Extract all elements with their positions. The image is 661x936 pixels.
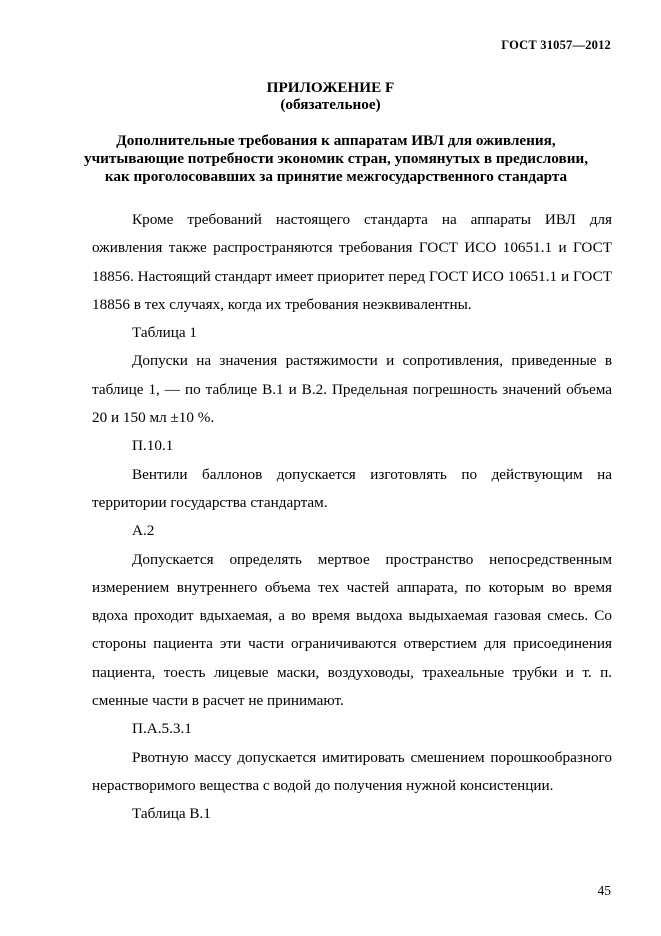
heading-line: как проголосовавших за принятие межгосударственного стандарта xyxy=(104,168,568,185)
heading-line: учитывающие потребности экономик стран, упомянутых в предисловии, xyxy=(84,150,588,167)
clause-label-table-b1: Таблица В.1 xyxy=(132,805,211,823)
page-number: 45 xyxy=(597,883,611,898)
clause-label-pa-5-3-1: П.А.5.3.1 xyxy=(132,720,192,738)
p10-1-paragraph: Вентили баллонов допускается изготовлять по действующим на территории государства стандартам. xyxy=(92,465,612,511)
body-text xyxy=(92,206,612,829)
appendix-heading xyxy=(60,132,612,186)
table-1-paragraph: Допуски на значения растяжимости и сопротивления, приведенные в таблице 1, — по таблице В.1 и В.2. Предельная погрешность значений объема 20 и 150 мл ±10 %. xyxy=(92,352,612,427)
appendix-status: (обязательное) xyxy=(280,96,381,113)
clause-label-table-1: Таблица 1 xyxy=(132,324,197,342)
a2-paragraph: Допускается определять мертвое пространство непосредственным измерением внутреннего объема тех частей аппарата, по которым во время вдоха проходит вдыхаемая, а во время выдоха выдыхаемая газовая смесь. Со стороны пациента эти части ограничиваются отверстием для присоединения пациента, тоесть лицевые маски, воздуховоды, трахеальные трубки и т. п. сменные части в расчет не принимают. xyxy=(92,550,612,710)
document-code: ГОСТ 31057—2012 xyxy=(501,38,611,52)
clause-label-a2: А.2 xyxy=(132,522,155,540)
intro-paragraph: Кроме требований настоящего стандарта на аппараты ИВЛ для оживления также распространяются требования ГОСТ ИСО 10651.1 и ГОСТ 18856. Настоящий стандарт имеет приоритет перед ГОСТ ИСО 10651.1 и ГОСТ 18856 в тех случаях, когда их требования неэквивалентны. xyxy=(92,211,612,313)
pa-5-3-1-paragraph: Рвотную массу допускается имитировать смешением порошкообразного нерастворимого вещества с водой до получения нужной консистенции. xyxy=(92,748,612,794)
clause-label-p10-1: П.10.1 xyxy=(132,437,174,455)
appendix-title: ПРИЛОЖЕНИЕ F xyxy=(266,79,395,96)
heading-line: Дополнительные требования к аппаратам ИВЛ для оживления, xyxy=(116,132,556,149)
